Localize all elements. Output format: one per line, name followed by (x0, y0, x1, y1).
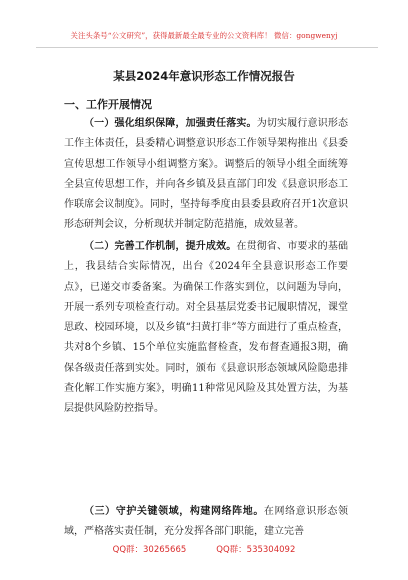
header-divider (36, 47, 378, 48)
paragraph-body: 为切实履行意识形态工作主体责任，县委精心调整意识形态工作领导架构推出《县委宣传思想工作领导小组调整方案》。调整后的领导小组全面统筹全县宣传思想工作，并向各乡镇及县直部门印发《县意识形态工作联席会议制度》。同时，坚持每季度由县委县政府召开1次意识形态研判会议，分析现状并制定防范措施，成效显著。 (64, 118, 349, 231)
document-title: 某县2024年意识形态工作情况报告 (113, 69, 295, 83)
paragraph-lead: （三）守护关键领域，构建网络阵地。 (84, 506, 264, 517)
footer-qq-group-2: QQ群：535304092 (216, 545, 296, 555)
paragraph-organization (64, 114, 348, 236)
footer-qq-group-1: QQ群：30265665 (112, 545, 187, 555)
header-banner: 关注头条号“公文研究”，获得最新最全最专业的公文资料库！ 微信：gongwenyj (70, 31, 338, 40)
paragraph-lead: （一）强化组织保障，加强责任落实。 (84, 118, 257, 129)
paragraph-network (64, 502, 348, 542)
paragraph-body: 在网络意识形态领域，严格落实责任制，充分发挥各部门职能，建立完善 (64, 506, 348, 538)
paragraph-lead: （二）完善工作机制，提升成效。 (84, 241, 237, 252)
paragraph-body: 在贯彻省、市要求的基础上，我县结合实际情况，出台《2024年全县意识形态工作要点》，已递交市委备案。为确保工作落实到位，以问题为导向，开展一系列专项检查行动。对全县基层党委书记履职情况，课堂思政、校园环境，以及乡镇“扫黄打非”等方面进行了重点检查，共对8个乡镇、15个单位实施监督检查，发布督查通报3期，确保各级责任落到实处。同时，颁布《县意识形态领域风险隐患排查化解工作实施方案》，明确11种常见风险及其处置方法，为基层提供风险防控指导。 (64, 241, 349, 415)
footer-contacts (0, 543, 408, 555)
paragraph-mechanism (64, 237, 348, 420)
section-heading: 一、工作开展情况 (64, 98, 152, 111)
